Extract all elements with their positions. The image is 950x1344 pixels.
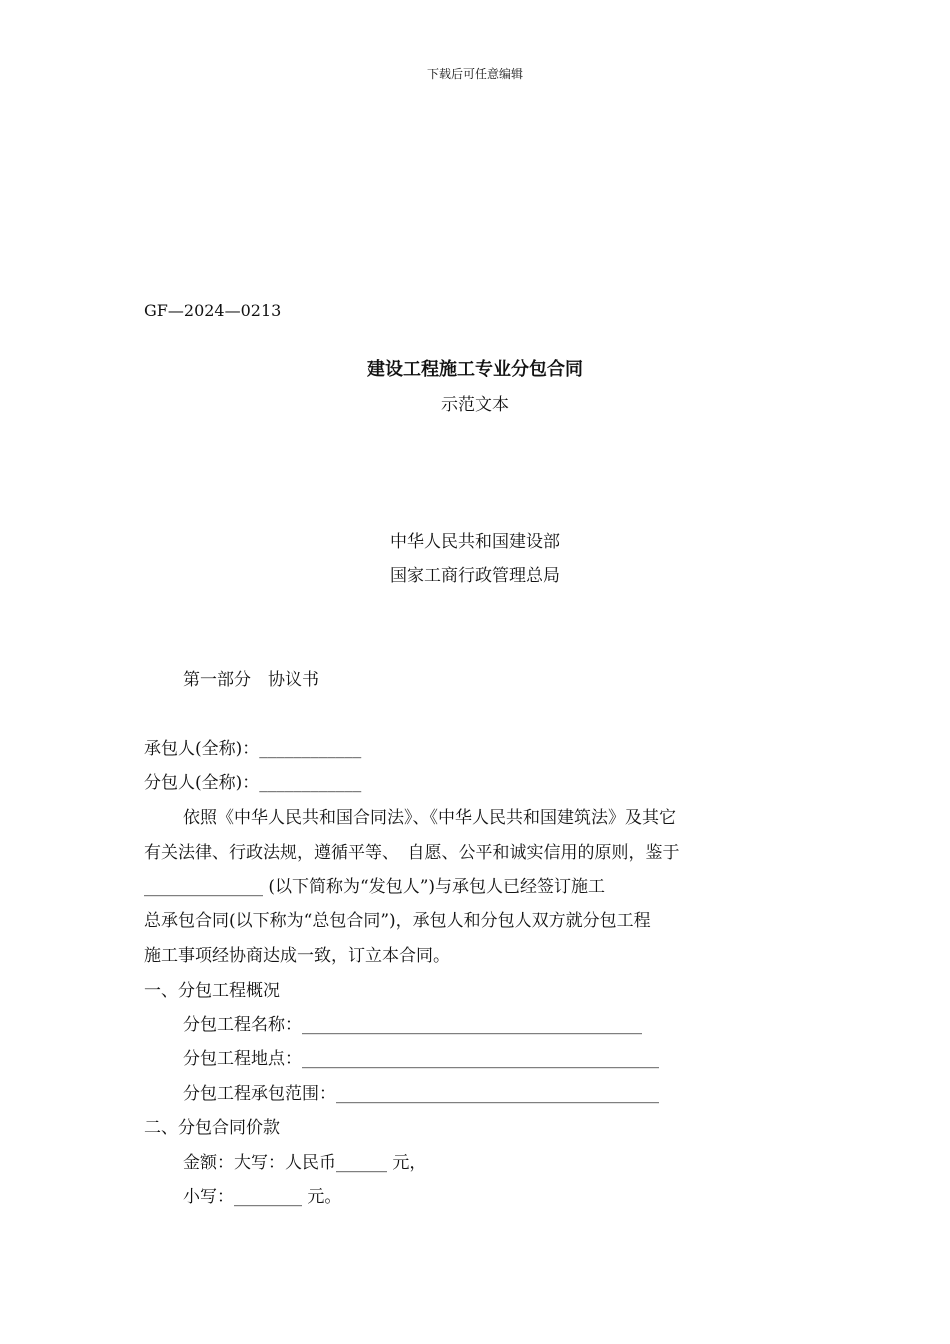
- preamble-line-2: 有关法律、行政法规，遵循平等、 自愿、公平和诚实信用的原则，鉴于: [144, 843, 680, 863]
- amount-figures-line: 小写：________ 元。: [183, 1187, 342, 1207]
- part-heading: 第一部分 协议书: [183, 670, 319, 690]
- preamble-line-1: 依照《中华人民共和国合同法》、《中华人民共和国建筑法》及其它: [183, 808, 676, 828]
- project-location-line: 分包工程地点：__________________________________________: [183, 1049, 659, 1069]
- subcontractor-line: 分包人(全称)：____________: [144, 773, 362, 793]
- preamble-line-3: ______________ (以下简称为“发包人”)与承包人已经签订施工: [144, 877, 606, 897]
- amount-words-line: 金额：大写：人民币______ 元，: [183, 1153, 427, 1173]
- issuer-line-2: 国家工商行政管理总局: [390, 566, 560, 586]
- contractor-line: 承包人(全称)：____________: [144, 739, 362, 759]
- document-subtitle: 示范文本: [441, 395, 509, 415]
- preamble-line-4: 总承包合同(以下称为“总包合同”)，承包人和分包人双方就分包工程: [144, 911, 651, 931]
- page-header-note: 下载后可任意编辑: [426, 67, 523, 81]
- project-scope-line: 分包工程承包范围：______________________________________: [183, 1084, 659, 1104]
- section1-heading: 一、分包工程概况: [144, 981, 280, 1001]
- project-name-line: 分包工程名称：________________________________________: [183, 1015, 642, 1035]
- document-title: 建设工程施工专业分包合同: [367, 359, 583, 380]
- issuer-line-1: 中华人民共和国建设部: [390, 532, 560, 552]
- preamble-line-5: 施工事项经协商达成一致，订立本合同。: [144, 946, 450, 966]
- document-code: GF—2024—0213: [144, 301, 282, 320]
- section2-heading: 二、分包合同价款: [144, 1118, 280, 1138]
